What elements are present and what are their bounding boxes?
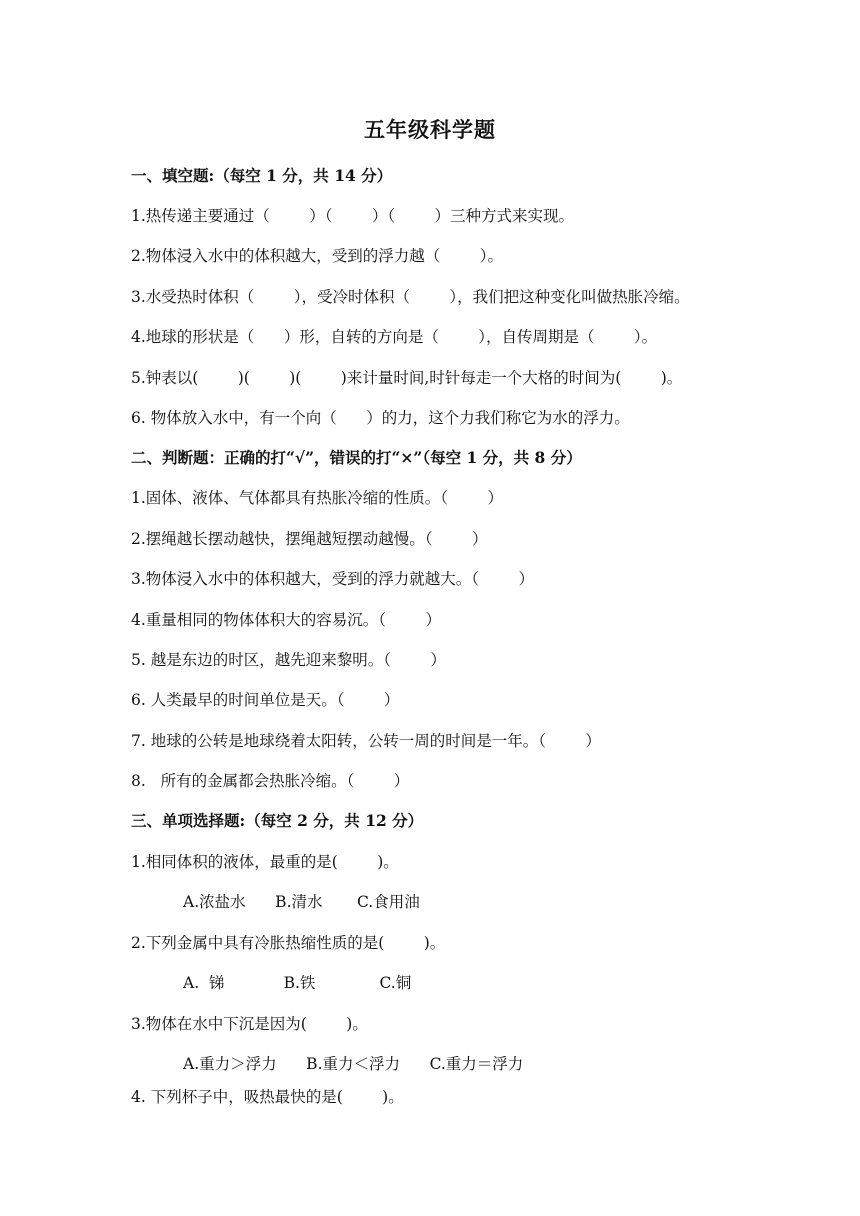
section-heading-true-false: 二、判断题：正确的打“√”，错误的打“×”（每空 1 分，共 8 分） (131, 448, 582, 467)
question-item: 5.钟表以( )( )( )来计量时间,时针每走一个大格的时间为( )。 (131, 369, 683, 387)
section-heading-multiple-choice: 三、单项选择题:（每空 2 分，共 12 分） (131, 811, 424, 830)
question-stem: 4. 下列杯子中，吸热最快的是( )。 (131, 1088, 404, 1106)
question-options: A. 锑 B.铁 C.铜 (183, 974, 412, 992)
question-item: 4.地球的形状是（ ）形，自转的方向是（ ），自传周期是（ ）。 (131, 328, 658, 346)
question-item: 2.摆绳越长摆动越快，摆绳越短摆动越慢。（ ） (131, 530, 488, 548)
question-item: 8. 所有的金属都会热胀冷缩。（ ） (131, 772, 410, 790)
section-heading-fill-blank: 一、填空题:（每空 1 分，共 14 分） (131, 166, 393, 185)
question-item: 6. 人类最早的时间单位是天。（ ） (131, 691, 400, 709)
question-item: 1.热传递主要通过（ ）（ ）（ ）三种方式来实现。 (131, 207, 575, 225)
question-item: 5. 越是东边的时区，越先迎来黎明。（ ） (131, 651, 446, 669)
question-stem: 1.相同体积的液体，最重的是( )。 (131, 853, 399, 871)
question-options: A.重力＞浮力 B.重力＜浮力 C.重力＝浮力 (183, 1055, 524, 1073)
question-stem: 2.下列金属中具有冷胀热缩性质的是( )。 (131, 934, 446, 952)
question-item: 3.物体浸入水中的体积越大，受到的浮力就越大。（ ） (131, 570, 534, 588)
question-item: 3.水受热时体积（ ），受冷时体积（ ），我们把这种变化叫做热胀冷缩。 (131, 288, 690, 306)
question-item: 1.固体、液体、气体都具有热胀冷缩的性质。（ ） (131, 489, 503, 507)
page-title: 五年级科学题 (364, 117, 496, 142)
question-item: 4.重量相同的物体体积大的容易沉。（ ） (131, 611, 441, 629)
question-item: 7. 地球的公转是地球绕着太阳转，公转一周的时间是一年。（ ） (131, 732, 601, 750)
question-stem: 3.物体在水中下沉是因为( )。 (131, 1015, 368, 1033)
question-item: 2.物体浸入水中的体积越大，受到的浮力越（ ）。 (131, 247, 503, 265)
question-item: 6. 物体放入水中，有一个向（ ）的力，这个力我们称它为水的浮力。 (131, 409, 630, 427)
question-options: A.浓盐水 B.清水 C.食用油 (183, 893, 420, 911)
